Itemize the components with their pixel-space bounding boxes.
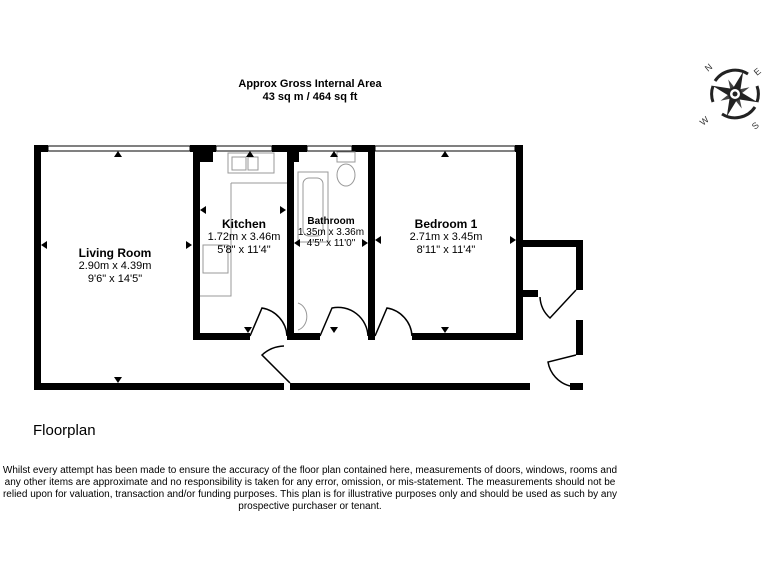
gross-area-label: Approx Gross Internal Area xyxy=(238,78,382,90)
gross-area-value: 43 sq m / 464 sq ft xyxy=(262,91,358,103)
compass-e: E xyxy=(751,66,763,78)
room-name: Kitchen xyxy=(221,217,266,231)
room-bedroom-1 xyxy=(390,218,502,257)
compass-s: S xyxy=(749,120,761,132)
room-imperial: 9'6" x 14'5" xyxy=(87,273,143,285)
floorplan-title: Floorplan xyxy=(33,422,96,439)
room-metric: 1.72m x 3.46m xyxy=(207,231,281,243)
room-name: Bedroom 1 xyxy=(414,217,478,231)
compass-n: N xyxy=(702,61,715,74)
room-bathroom xyxy=(294,216,368,249)
room-living-room xyxy=(60,247,170,286)
room-imperial: 8'11" x 11'4" xyxy=(416,244,476,256)
room-name: Bathroom xyxy=(307,216,355,227)
compass-w: W xyxy=(697,114,711,128)
room-name: Living Room xyxy=(78,246,152,260)
room-kitchen xyxy=(196,218,292,257)
room-metric: 1.35m x 3.36m xyxy=(297,227,365,238)
room-imperial: 5'8" x 11'4" xyxy=(217,244,271,256)
room-metric: 2.71m x 3.45m xyxy=(409,231,483,243)
compass-icon xyxy=(698,62,766,132)
disclaimer-text: Whilst every attempt has been made to ensure the accuracy of the floor plan contained here, measurements of doors, windows, rooms and any other items are approximate and no responsibility is taken for any error, omission, or mis-statement. The measurements should not be relied upon for valuation, transaction and/or funding purposes. This plan is for illustrative purposes only and should be used as such by any prospective purchaser or tenant. xyxy=(2,465,618,512)
room-imperial: 4'5" x 11'0" xyxy=(306,238,356,249)
room-metric: 2.90m x 4.39m xyxy=(78,260,152,272)
